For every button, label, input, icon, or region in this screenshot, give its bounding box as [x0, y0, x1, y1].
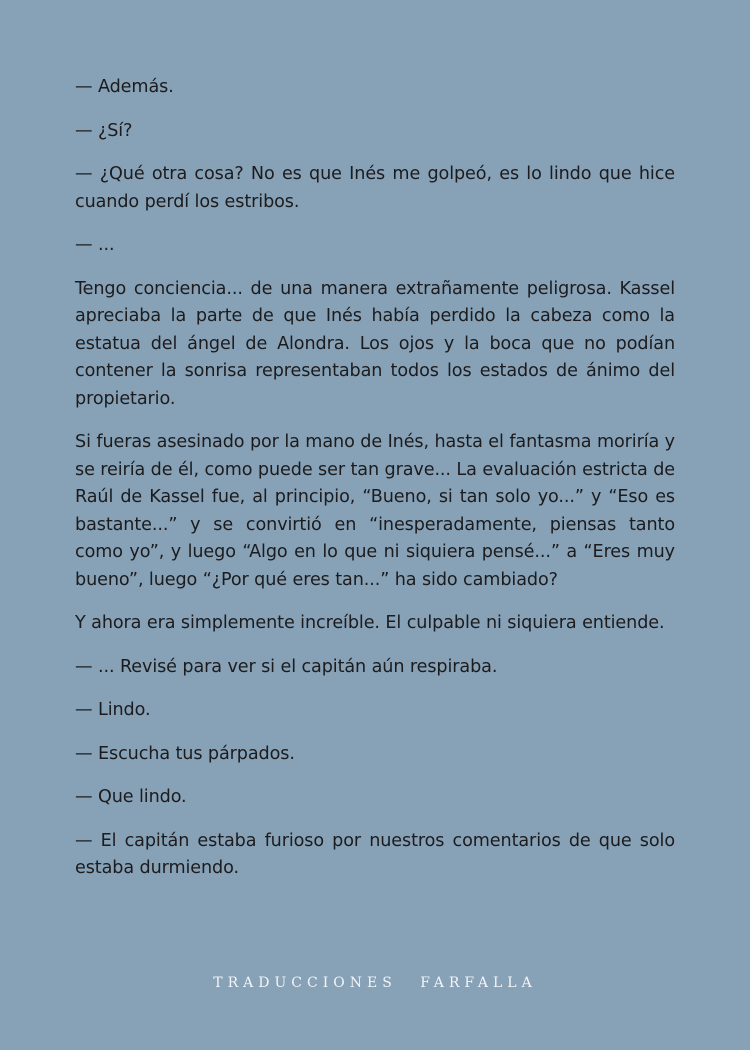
paragraph: — ...: [75, 235, 115, 255]
paragraph: Tengo conciencia... de una manera extrañamente peligrosa. Kassel apreciaba la parte de que Inés había perdido la cabeza como la estatua del ángel de Alondra. Los ojos y la boca que no podían contener la sonrisa representaban todos los estados de ánimo del propietario.: [75, 278, 675, 409]
paragraph: — Que lindo.: [75, 787, 187, 807]
footer-credit: [0, 975, 750, 991]
footer-word: TRADUCCIONES: [213, 975, 397, 991]
paragraph: — Escucha tus párpados.: [75, 743, 295, 764]
paragraph: — ¿Qué otra cosa? No es que Inés me golpeó, es lo lindo que hice cuando perdí los estribos.: [75, 164, 675, 212]
paragraph: Y ahora era simplemente increíble. El culpable ni siquiera entiende.: [75, 613, 665, 633]
paragraph: — ¿Sí?: [75, 120, 133, 141]
paragraph: — Lindo.: [75, 700, 151, 720]
paragraph: — El capitán estaba furioso por nuestros comentarios de que solo estaba durmiendo.: [75, 830, 675, 878]
footer-word: FARFALLA: [420, 975, 537, 991]
paragraph: Si fueras asesinado por la mano de Inés, hasta el fantasma moriría y se reiría de él, como puede ser tan grave... La evaluación estricta de Raúl de Kassel fue, al principio, “Bueno, si tan solo yo...” y “Eso es bastante...” y se convirtió en “inesperadamente, piensas tanto como yo”, y luego “Algo en lo que ni siquiera pensé...” a “Eres muy bueno”, luego “¿Por qué eres tan...” ha sido cambiado?: [75, 432, 675, 590]
paragraph: — Además.: [75, 77, 174, 97]
page-body: [75, 74, 675, 899]
paragraph: — ... Revisé para ver si el capitán aún respiraba.: [75, 656, 498, 677]
